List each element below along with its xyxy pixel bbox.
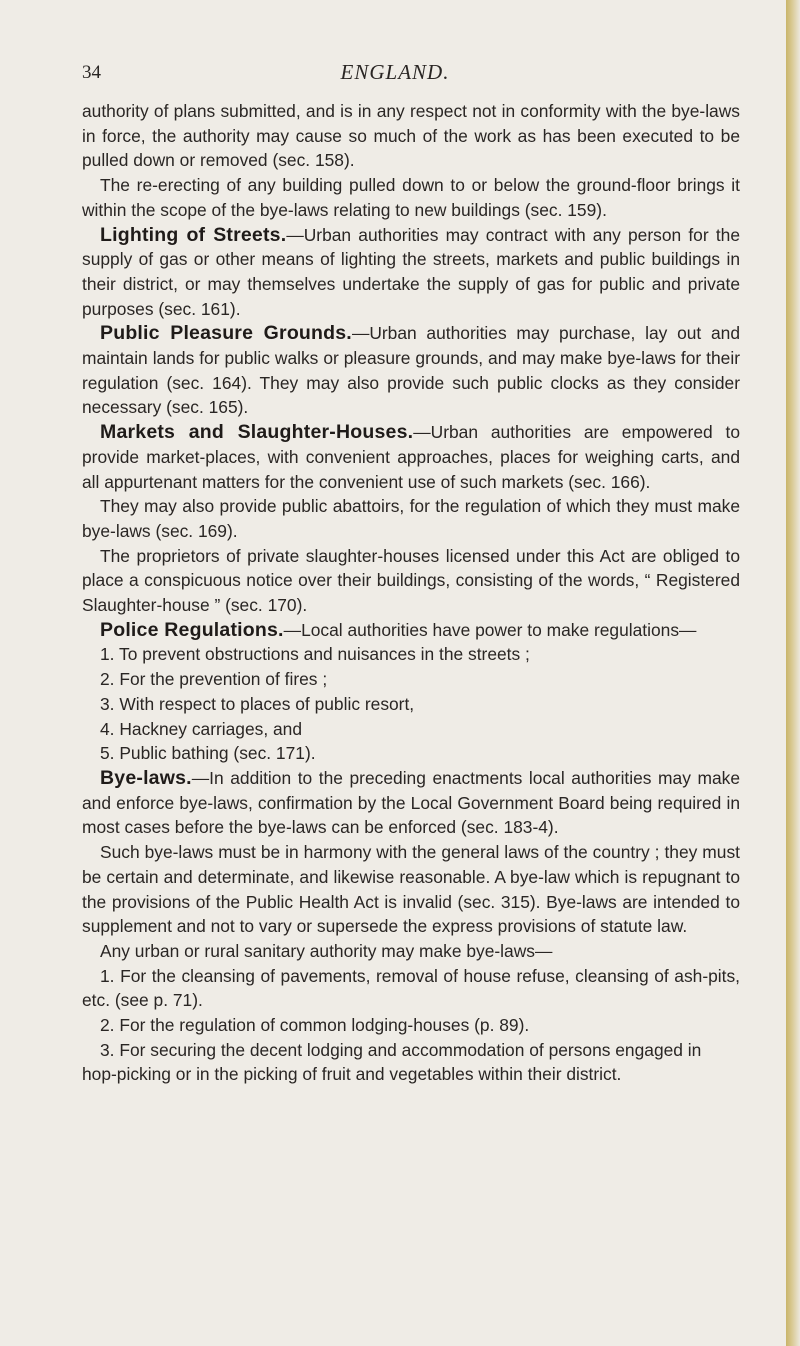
page-edge bbox=[786, 0, 800, 1346]
paragraph-abattoirs: They may also provide public abattoirs, for the regulation of which they must make bye-laws (sec. 169). bbox=[82, 496, 740, 541]
pleasure-grounds-heading: Public Pleasure Grounds. bbox=[100, 322, 352, 345]
lighting-heading: Lighting of Streets. bbox=[100, 223, 287, 246]
list-item: 1. To prevent obstructions and nuisances in the streets ; bbox=[100, 644, 530, 665]
bye-laws-text: —In addition to the preceding enactments local authorities may make and enforce bye-laws, confirmation by the Local Government Board being required in most cases before the bye-laws can be enforced (sec. 183-4). bbox=[82, 767, 740, 838]
paragraph-proprietors: The proprietors of private slaughter-houses licensed under this Act are obliged to place a conspicuous notice over their buildings, consisting of the words, “ Registered Slaughter-house ” (sec. 170). bbox=[82, 545, 740, 616]
list-item: 1. For the cleansing of pavements, removal of house refuse, cleansing of ash-pits, etc. (see p. 71). bbox=[82, 965, 740, 1011]
list-item: 4. Hackney carriages, and bbox=[100, 718, 303, 739]
list-item: 5. Public bathing (sec. 171). bbox=[100, 743, 316, 764]
police-text: —Local authorities have power to make regulations— bbox=[283, 619, 697, 640]
list-item: 3. With respect to places of public resort, bbox=[100, 693, 415, 714]
section-lighting bbox=[82, 223, 740, 322]
bye-laws-heading: Bye-laws. bbox=[100, 766, 192, 789]
page-header bbox=[0, 56, 790, 96]
list-item: 2. For the regulation of common lodging-houses (p. 89). bbox=[100, 1015, 530, 1036]
section-pleasure-grounds bbox=[82, 321, 740, 420]
page-body bbox=[82, 99, 740, 1087]
paragraph-re-erecting: The re-erecting of any building pulled down to or below the ground-floor brings it within the scope of the bye-laws relating to new buildings (sec. 159). bbox=[82, 175, 740, 220]
police-heading: Police Regulations. bbox=[100, 618, 284, 641]
section-bye-laws bbox=[82, 766, 740, 840]
paragraph-sanitary-authority: Any urban or rural sanitary authority may make bye-laws— bbox=[100, 940, 553, 961]
list-item: 2. For the prevention of fires ; bbox=[100, 669, 328, 690]
paragraph-continuation: authority of plans submitted, and is in any respect not in conformity with the bye-laws in force, the authority may cause so much of the work as has been executed to be pulled down or removed (sec. 158). bbox=[82, 101, 740, 171]
markets-heading: Markets and Slaughter-Houses. bbox=[100, 421, 414, 444]
section-markets bbox=[82, 420, 740, 494]
running-head: ENGLAND. bbox=[340, 60, 450, 84]
section-police bbox=[82, 618, 740, 643]
list-item: 3. For securing the decent lodging and accommodation of persons engaged in hop-picking or in the picking of fruit and vegetables within their district. bbox=[82, 1039, 702, 1085]
markets-text: —Urban authorities are empowered to provide market-places, with convenient approaches, places for weighing carts, and all appurtenant matters for the convenient use of such markets (sec. 166). bbox=[82, 422, 740, 492]
paragraph-harmony: Such bye-laws must be in harmony with the general laws of the country ; they must be certain and determinate, and likewise reasonable. A bye-law which is repugnant to the provisions of the Public Health Act is invalid (sec. 315). Bye-laws are intended to supplement and not to vary or supersede the express provisions of statute law. bbox=[82, 842, 740, 937]
lighting-text: —Urban authorities may contract with any person for the supply of gas or other means of lighting the streets, markets and public buildings in their district, or may themselves undertake the supply of gas for public and private purposes (sec. 161). bbox=[82, 224, 740, 319]
page-number: 34 bbox=[82, 62, 101, 83]
pleasure-grounds-text: —Urban authorities may purchase, lay out and maintain lands for public walks or pleasure grounds, and may make bye-laws for their regulation (sec. 164). They may also provide such public clocks as they consider necessary (sec. 165). bbox=[82, 323, 740, 418]
